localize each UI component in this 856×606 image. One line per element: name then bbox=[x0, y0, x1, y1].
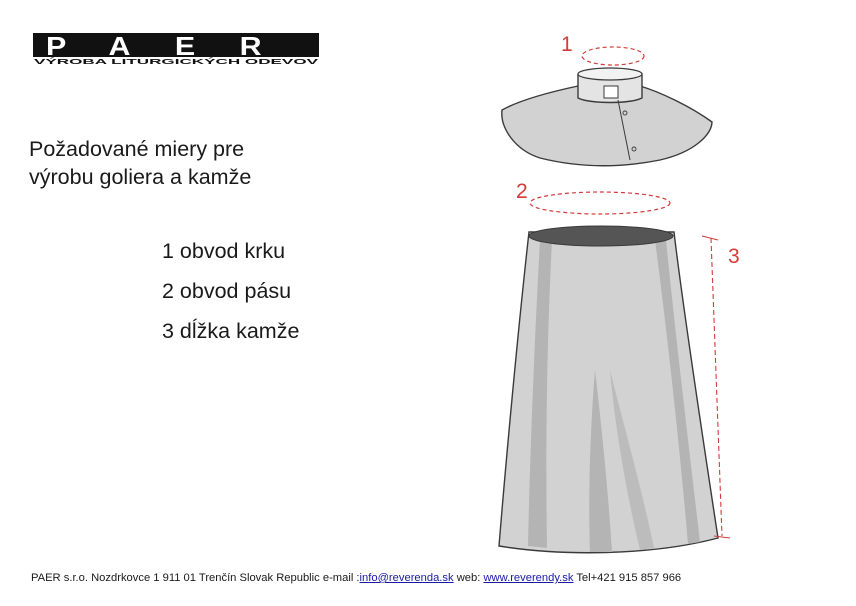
footer-web-label: web: bbox=[453, 572, 484, 584]
heading-line-2: výrobu goliera a kamže bbox=[29, 165, 252, 189]
measurement-item-length: 3 dĺžka kamže bbox=[162, 319, 300, 343]
heading-line-1: Požadované miery pre bbox=[29, 137, 245, 161]
logo-tagline: VÝROBA LITURGICKÝCH ODEVOV bbox=[34, 59, 151, 65]
footer-email-link[interactable]: info@reverenda.sk bbox=[359, 572, 454, 584]
footer-phone: Tel+421 915 857 966 bbox=[573, 572, 682, 584]
skirt bbox=[499, 226, 718, 553]
collar-cape bbox=[502, 68, 712, 166]
logo-wordmark: PAER bbox=[46, 33, 306, 61]
footer-website-link[interactable]: www.reverendy.sk bbox=[483, 572, 574, 584]
measurement-item-neck: 1 obvod krku bbox=[162, 239, 286, 263]
marker-waist: 2 bbox=[516, 180, 528, 203]
marker-length: 3 bbox=[728, 245, 740, 268]
waist-measure-ellipse bbox=[530, 192, 670, 214]
marker-neck: 1 bbox=[561, 33, 573, 56]
measurement-item-waist: 2 obvod pásu bbox=[162, 279, 292, 303]
footer bbox=[31, 572, 681, 584]
neck-measure-ellipse bbox=[582, 47, 644, 65]
footer-company: PAER s.r.o. Nozdrkovce 1 911 01 Trenčín Slovak Republic e-mail : bbox=[31, 572, 360, 584]
